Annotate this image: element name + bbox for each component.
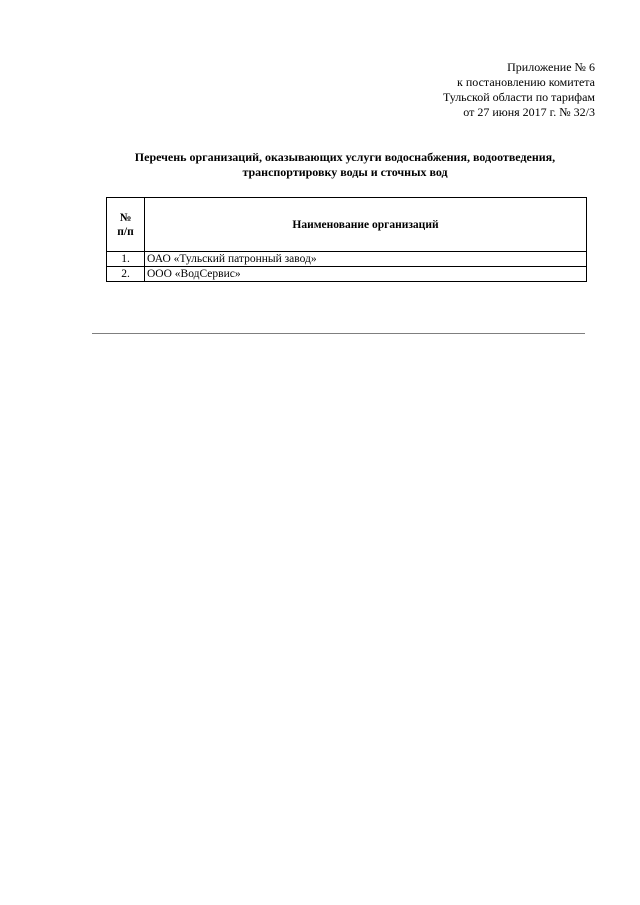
column-header-number-line1: № <box>119 211 132 224</box>
row-organization-name: ООО «ВодСервис» <box>145 267 587 282</box>
document-title-line: транспортировку воды и сточных вод <box>242 165 448 179</box>
table-header-row <box>107 198 587 252</box>
column-header-number <box>107 198 145 252</box>
horizontal-divider <box>92 333 585 334</box>
document-title <box>95 150 595 180</box>
row-number: 2. <box>107 267 145 282</box>
appendix-line: Приложение № 6 <box>507 60 595 74</box>
table-row <box>107 252 587 267</box>
appendix-block <box>443 60 595 120</box>
organizations-table <box>106 197 587 282</box>
column-header-number-line2: п/п <box>117 225 134 238</box>
column-header-name: Наименование организаций <box>145 198 587 252</box>
appendix-line: от 27 июня 2017 г. № 32/3 <box>463 105 595 119</box>
row-organization-name: ОАО «Тульский патронный завод» <box>145 252 587 267</box>
row-number: 1. <box>107 252 145 267</box>
appendix-line: Тульской области по тарифам <box>442 90 595 104</box>
table-row <box>107 267 587 282</box>
document-title-line: Перечень организаций, оказывающих услуги водоснабжения, водоотведения, <box>134 150 556 164</box>
appendix-line: к постановлению комитета <box>457 75 595 89</box>
